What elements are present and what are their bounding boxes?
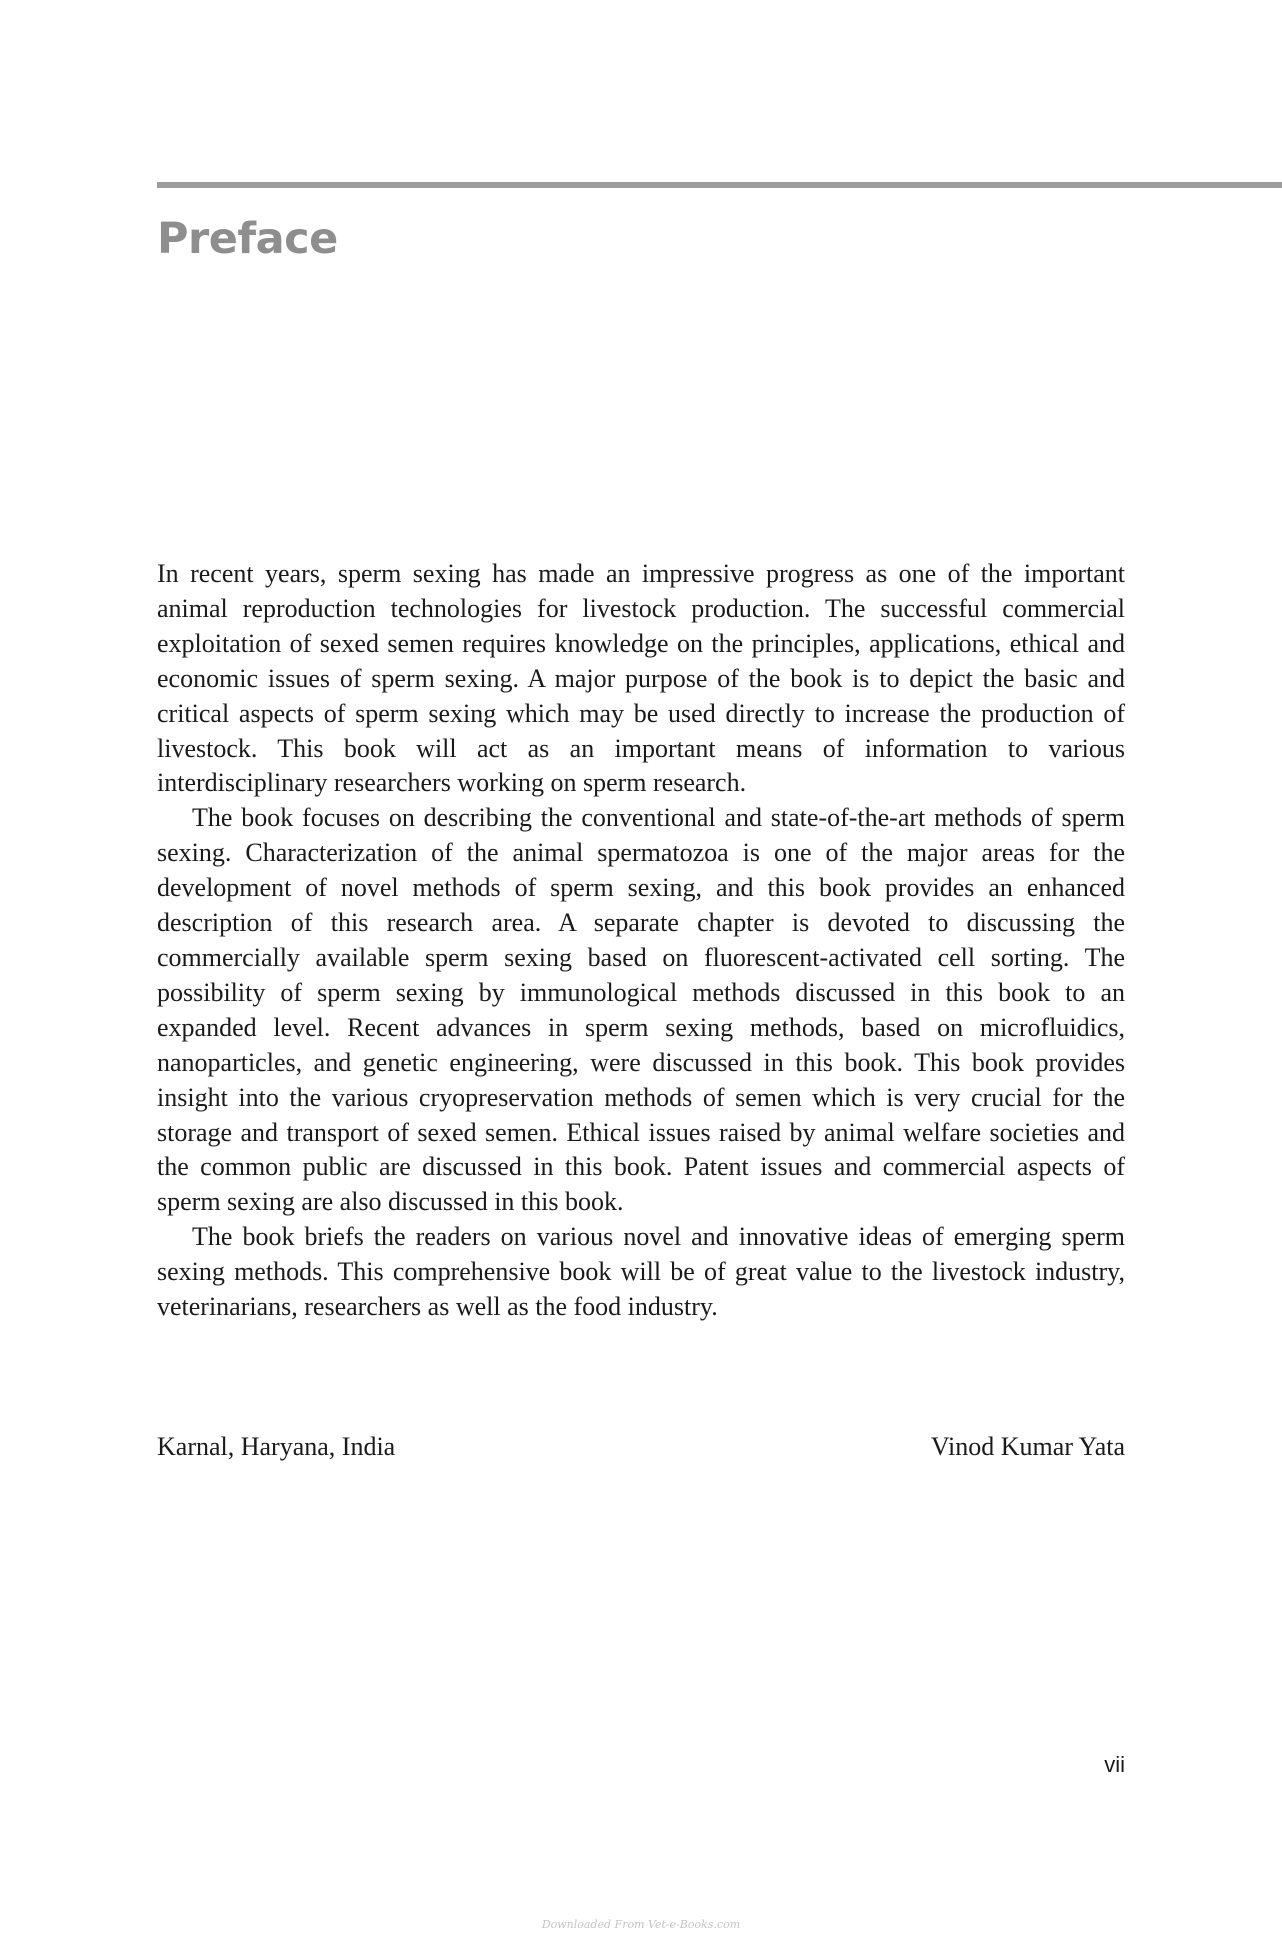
signature-line [157, 1430, 1125, 1464]
page-title: Preface [157, 214, 338, 264]
paragraph-3: The book briefs the readers on various novel and innovative ideas of emerging sperm sexing methods. This comprehensive book will be of great value to the livestock industry, veterinarians, researchers as well as the food industry. [157, 1222, 1125, 1322]
header-rule [157, 182, 1282, 188]
signature-place: Karnal, Haryana, India [157, 1432, 396, 1461]
download-watermark: Downloaded From Vet-e-Books.com [541, 1918, 741, 1931]
page-number: vii [1104, 1752, 1125, 1777]
signature-author: Vinod Kumar Yata [930, 1432, 1125, 1461]
paragraph-2: The book focuses on describing the conventional and state-of-the-art methods of sperm sexing. Characterization of the animal spermatozoa is one of the major areas for the development of novel methods of sperm sexing, and this book provides an enhanced description of this research area. A separate chapter is devoted to discussing the commercially available sperm sexing based on fluorescent-activated cell sorting. The possibility of sperm sexing by immunological methods discussed in this book to an expanded level. Recent advances in sperm sexing methods, based on microfluidics, nanoparticles, and genetic engineering, were discussed in this book. This book provides insight into the various cryopreservation methods of semen which is very crucial for the storage and transport of sexed semen. Ethical issues raised by animal welfare societies and the common public are discussed in this book. Patent issues and commercial aspects of sperm sexing are also discussed in this book. [157, 803, 1125, 1217]
preface-body [157, 557, 1125, 1325]
paragraph-1: In recent years, sperm sexing has made an impressive progress as one of the important animal reproduction technologies for livestock production. The successful commercial exploitation of sexed semen requires knowledge on the principles, applications, ethical and economic issues of sperm sexing. A major purpose of the book is to depict the basic and critical aspects of sperm sexing which may be used directly to increase the production of livestock. This book will act as an important means of information to various interdisciplinary researchers working on sperm research. [157, 559, 1125, 798]
